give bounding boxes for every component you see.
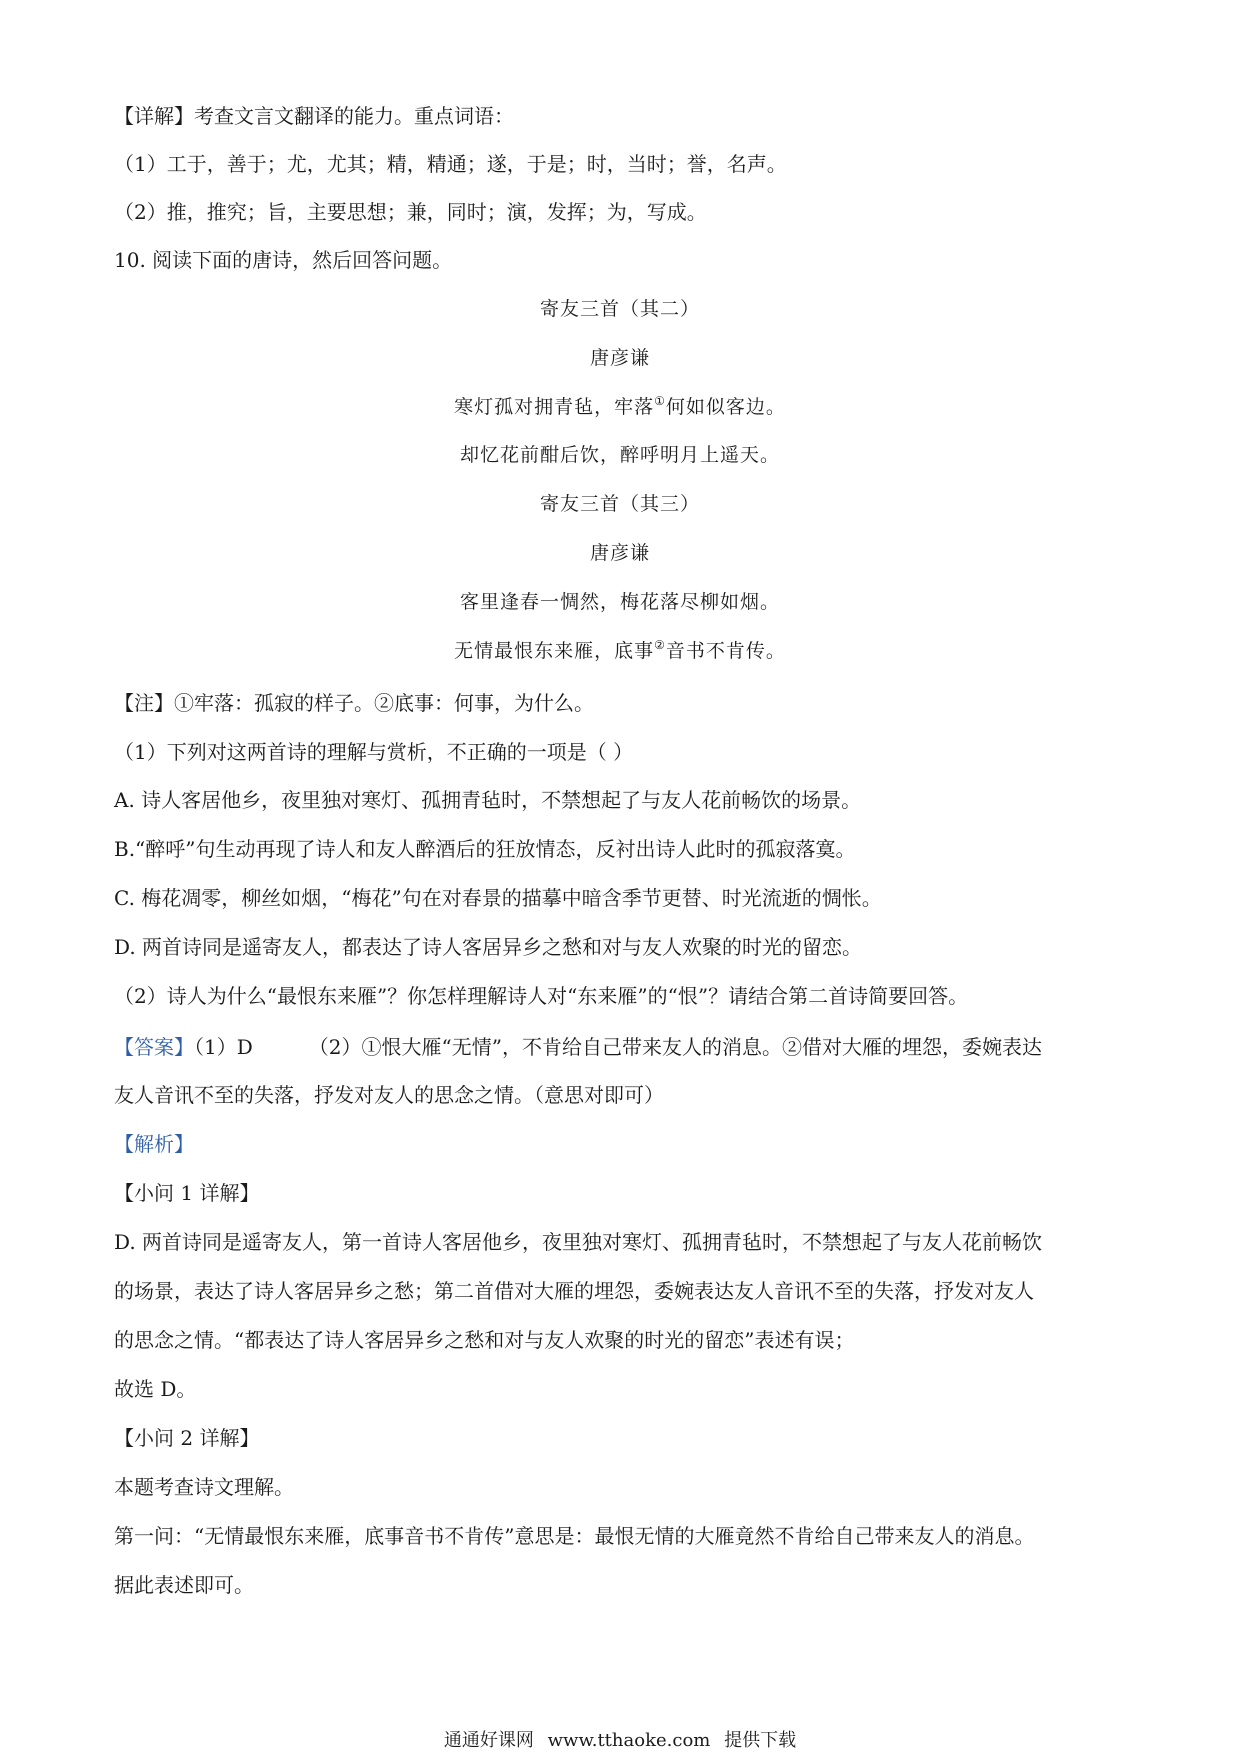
sub1-paragraph-line-2: 的场景，表达了诗人客居异乡之愁；第二首借对大雁的埋怨，委婉表达友人音讯不至的失落，抒发对友人 [114, 1279, 1034, 1303]
question-2: （2）诗人为什么“最恨东来雁”？你怎样理解诗人对“东来雁”的“恨”？请结合第二首诗简要回答。 [114, 984, 969, 1008]
answer-part-1: （1）D [194, 1035, 253, 1059]
sub2-paragraph-line-3: 据此表述即可。 [114, 1573, 254, 1597]
footer-note: 提供下载 [724, 1730, 797, 1751]
sub2-paragraph-line-1: 本题考查诗文理解。 [114, 1475, 294, 1499]
poem-text: 何如似客边。 [665, 396, 786, 418]
poem-text: 寒灯孤对拥青毡，牢落 [454, 396, 655, 418]
poem-title-1: 寄友三首（其二） [539, 298, 700, 320]
option-d: D. 两首诗同是遥寄友人，都表达了诗人客居异乡之愁和对与友人欢聚的时光的留恋。 [114, 935, 863, 959]
answer-part-2: （2）①恨大雁“无情”，不肯给自己带来友人的消息。②借对大雁的埋怨，委婉表达 [308, 1035, 1042, 1059]
sub-question-2-title: 【小问 2 详解】 [114, 1426, 260, 1450]
detail-heading: 【详解】考查文言文翻译的能力。重点词语： [114, 104, 514, 128]
footnote-marker: ① [654, 394, 666, 408]
poem-note: 【注】①牢落：孤寂的样子。②底事：何事，为什么。 [114, 691, 594, 715]
poem-1-line-2: 却忆花前酣后饮，醉呼明月上遥天。 [459, 444, 780, 466]
analysis-label: 【解析】 [114, 1132, 194, 1156]
sub1-paragraph-line-1: D. 两首诗同是遥寄友人，第一首诗人客居他乡，夜里独对寒灯、孤拥青毡时，不禁想起了与友人花前畅饮 [114, 1230, 1043, 1254]
sub1-paragraph-line-3: 的思念之情。“都表达了诗人客居异乡之愁和对与友人欢聚的时光的留恋”表述有误； [114, 1328, 855, 1352]
sub-question-1-title: 【小问 1 详解】 [114, 1181, 260, 1205]
sub2-paragraph-line-2: 第一问：“无情最恨东来雁，底事音书不肯传”意思是：最恨无情的大雁竟然不肯给自己带来友人的消息。 [114, 1524, 1035, 1548]
poem-2-line-1: 客里逢春一惆然，梅花落尽柳如烟。 [459, 591, 780, 613]
question-10-prompt: 10. 阅读下面的唐诗，然后回答问题。 [114, 248, 453, 272]
question-1: （1）下列对这两首诗的理解与赏析，不正确的一项是（ ） [114, 740, 634, 764]
page-footer [0, 1730, 1240, 1752]
option-b: B.“醉呼”句生动再现了诗人和友人醉酒后的狂放情态，反衬出诗人此时的孤寂落寞。 [114, 837, 856, 861]
footer-site-name: 通通好课网 [443, 1730, 534, 1751]
poem-text: 无情最恨东来雁，底事 [454, 640, 655, 662]
poem-2-line-2 [0, 637, 1240, 665]
sub1-conclusion: 故选 D。 [114, 1377, 197, 1401]
footer-url[interactable]: www.tthaoke.com [547, 1730, 711, 1751]
vocab-line-2: （2）推，推究；旨，主要思想；兼，同时；演，发挥；为，写成。 [114, 200, 707, 224]
answer-line-2: 友人音讯不至的失落，抒发对友人的思念之情。（意思对即可） [114, 1083, 664, 1107]
poem-title-2: 寄友三首（其三） [539, 493, 700, 515]
poem-author-1: 唐彦谦 [589, 347, 650, 369]
poem-text: 音书不肯传。 [665, 640, 786, 662]
poem-author-2: 唐彦谦 [589, 542, 650, 564]
footnote-marker: ② [654, 638, 666, 652]
option-c: C. 梅花凋零，柳丝如烟，“梅花”句在对春景的描摹中暗含季节更替、时光流逝的惆怅。 [114, 886, 882, 910]
option-a: A. 诗人客居他乡，夜里独对寒灯、孤拥青毡时，不禁想起了与友人花前畅饮的场景。 [114, 788, 862, 812]
answer-line-1 [114, 1033, 1130, 1061]
poem-1-line-1 [0, 393, 1240, 421]
answer-label: 【答案】 [114, 1035, 194, 1059]
vocab-line-1: （1）工于，善于；尤，尤其；精，精通；遂，于是；时，当时；誉，名声。 [114, 152, 787, 176]
